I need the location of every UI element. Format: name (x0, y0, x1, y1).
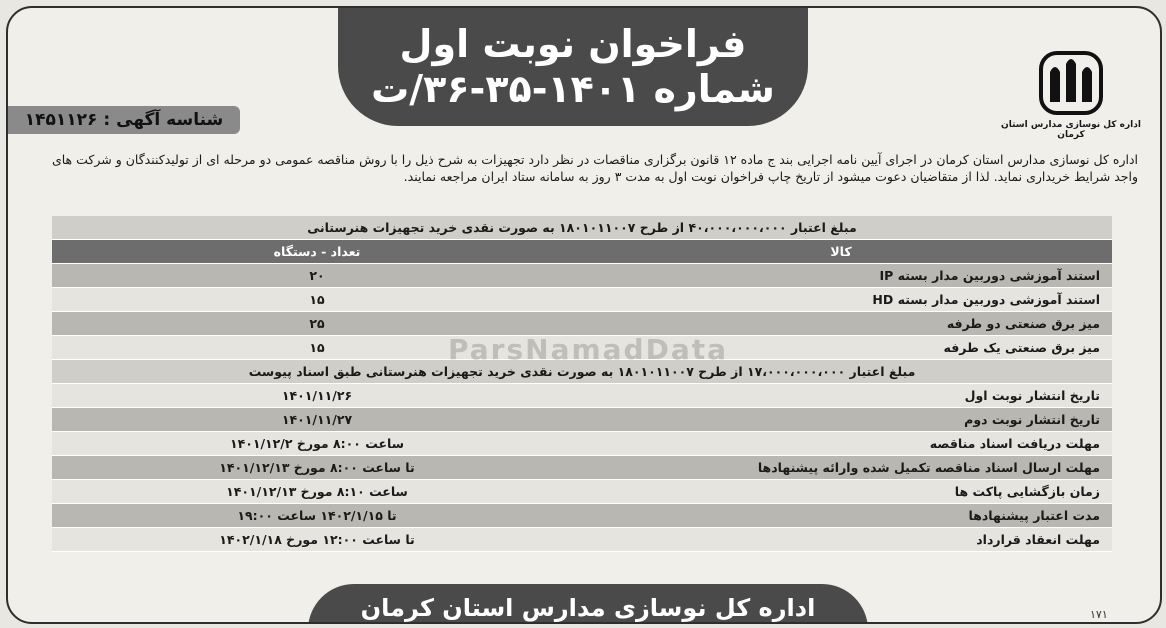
schedule-row (52, 456, 1112, 480)
credit-text-2: مبلغ اعتبار ۱۷،۰۰۰،۰۰۰،۰۰۰ از طرح ۱۸۰۱۰۱۱۰۰۷ به صورت نقدی خرید تجهیزات هنرستانی طبق اسناد پیوست (248, 364, 916, 379)
table-row (52, 336, 1112, 360)
item-name: میز برق صنعتی یک طرفه (943, 340, 1100, 355)
equipment-table (52, 216, 1112, 552)
item-name: میز برق صنعتی دو طرفه (946, 316, 1100, 331)
schedule-value: ساعت ۸:۰۰ مورخ ۱۴۰۱/۱۲/۲ (229, 436, 405, 451)
item-qty: ۲۵ (309, 316, 325, 331)
schedule-label: مهلت ارسال اسناد مناقصه تکمیل شده وارائه پیشنهادها (757, 460, 1100, 475)
schedule-label: زمان بازگشایی پاکت ها (954, 484, 1100, 499)
footer-banner (308, 584, 868, 624)
intro-line-2: واجد شرایط خریداری نماید. لذا از متقاضیان دعوت میشود از تاریخ چاپ فراخوان نوبت اول به مدت ۳ روز به سامانه ستاد ایران مراجعه نمایند. (403, 169, 1138, 184)
schedule-value: ۱۴۰۱/۱۱/۲۷ (281, 412, 353, 427)
schedule-label: تاریخ انتشار نوبت اول (964, 388, 1100, 403)
footer-title: اداره کل نوسازی مدارس استان کرمان (360, 594, 816, 622)
item-name: استند آموزشی دوربین مدار بسته HD (872, 292, 1100, 307)
page-number: ۱۷۱ (1090, 608, 1108, 621)
item-qty: ۱۵ (309, 292, 325, 307)
credit-band-1 (52, 216, 1112, 240)
schedule-row (52, 384, 1112, 408)
header-qty: تعداد - دستگاه (273, 244, 361, 259)
notice-frame (6, 6, 1162, 624)
schedule-value: ساعت ۸:۱۰ مورخ ۱۴۰۱/۱۲/۱۳ (226, 484, 408, 499)
table-row (52, 288, 1112, 312)
schedule-row (52, 432, 1112, 456)
table-header-row (52, 240, 1112, 264)
intro-line-1: اداره کل نوسازی مدارس استان کرمان در اجرای آیین نامه اجرایی بند ج ماده ۱۲ قانون برگزاری مناقصات در نظر دارد تجهیزات به شرح ذیل را با روش مناقصه عمومی دو مرحله ای از تولیدکنندگان و شرکت های (51, 152, 1138, 167)
notice-id-badge (8, 106, 240, 134)
schedule-label: تاریخ انتشار نوبت دوم (964, 412, 1100, 427)
schedule-row (52, 480, 1112, 504)
item-qty: ۲۰ (309, 268, 325, 283)
notice-id-label: شناسه آگهی : (103, 110, 224, 130)
schedule-row (52, 528, 1112, 552)
item-name: استند آموزشی دوربین مدار بسته IP (879, 268, 1100, 283)
header-banner (338, 8, 808, 126)
notice-title: فراخوان نوبت اول (399, 22, 747, 66)
schedule-row (52, 408, 1112, 432)
logo-caption: اداره کل نوسازی مدارس استان کرمان (1001, 120, 1141, 140)
organization-logo-icon (1038, 50, 1104, 116)
schedule-value: تا ۱۴۰۲/۱/۱۵ ساعت ۱۹:۰۰ (237, 508, 397, 523)
schedule-label: مهلت انعقاد قرارداد (976, 532, 1100, 547)
credit-text-1: مبلغ اعتبار ۴۰،۰۰۰،۰۰۰،۰۰۰ از طرح ۱۸۰۱۰۱۱۰۰۷ به صورت نقدی خرید تجهیزات هنرستانی (307, 220, 857, 235)
credit-band-2 (52, 360, 1112, 384)
item-qty: ۱۵ (309, 340, 325, 355)
schedule-label: مهلت دریافت اسناد مناقصه (929, 436, 1100, 451)
schedule-value: ۱۴۰۱/۱۱/۲۶ (281, 388, 353, 403)
notice-id-value: ۱۴۵۱۱۲۶ (24, 110, 98, 130)
schedule-value: تا ساعت ۸:۰۰ مورخ ۱۴۰۱/۱۲/۱۳ (219, 460, 415, 475)
watermark: ParsNamadData (448, 333, 728, 366)
table-row (52, 312, 1112, 336)
table-row (52, 264, 1112, 288)
schedule-row (52, 504, 1112, 528)
schedule-value: تا ساعت ۱۲:۰۰ مورخ ۱۴۰۲/۱/۱۸ (219, 532, 415, 547)
organization-logo (996, 50, 1146, 150)
notice-number: شماره ۱۴۰۱-۳۵-۳۶/ت (371, 67, 775, 111)
intro-paragraph (28, 151, 1138, 185)
schedule-label: مدت اعتبار پیشنهادها (968, 508, 1100, 523)
header-item: کالا (830, 244, 852, 259)
